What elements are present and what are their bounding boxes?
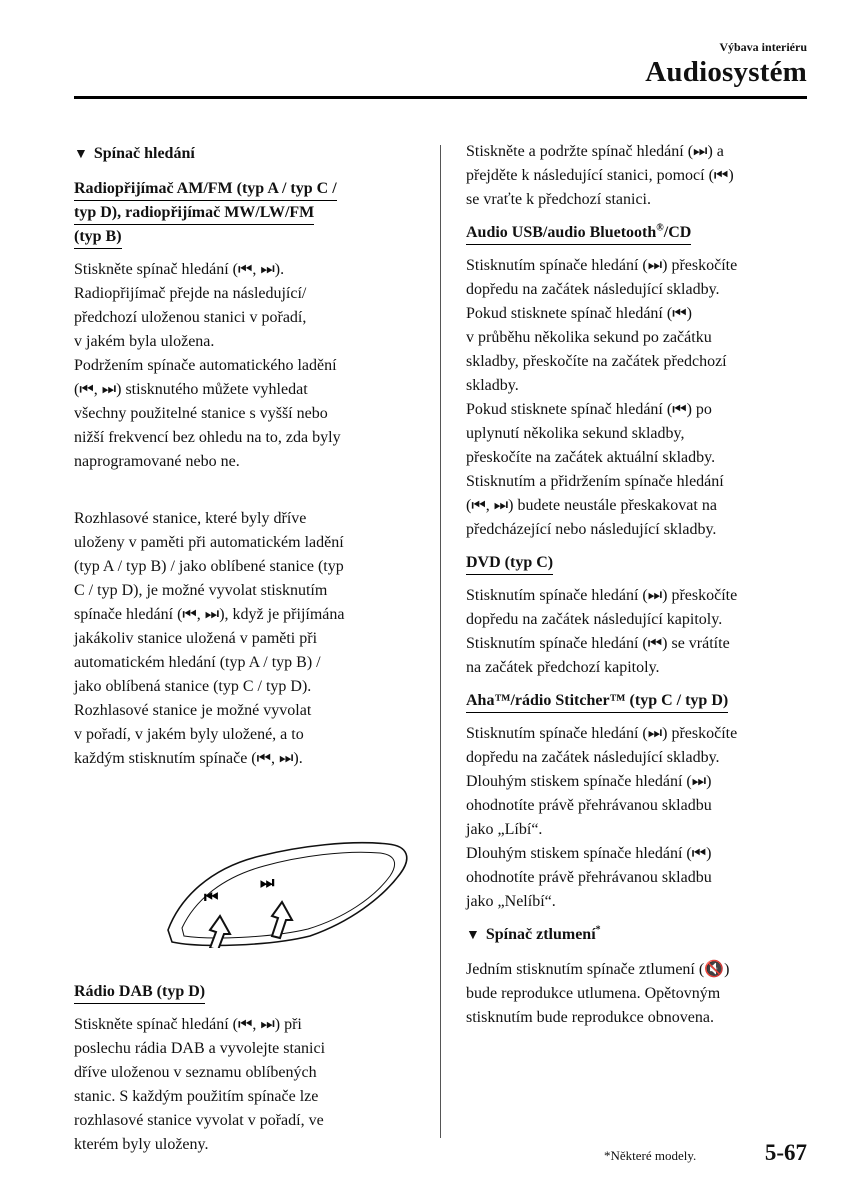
- subheading-usb-bluetooth-cd: Audio USB/audio Bluetooth®/CD: [466, 221, 808, 245]
- column-divider: [440, 145, 441, 1138]
- paragraph-usb-bluetooth-cd: Stisknutím spínače hledání (⏭) přeskočíte dopředu na začátek následující skladby. Pokud stisknete spínač hledání (⏮) v průběhu několika sekund po začátku skladby, přeskočíte na začátek předchozí skladby. Pokud stisknete spínač hledání (⏮) po uplynutí několika sekund skladby, přeskočíte na začátek aktuální skladby. Stisknutím a přidržením spínače hledání (⏮, ⏭) budete neustále přeskakovat na předcházející nebo následující skladby.: [466, 257, 738, 538]
- subheading-aha-stitcher: Aha™/rádio Stitcher™ (typ C / typ D): [466, 689, 808, 713]
- footnote: *Některé modely.: [604, 1148, 697, 1163]
- right-column: [466, 140, 808, 1039]
- seek-switch-illustration: [160, 838, 410, 948]
- paragraph-mute: Jedním stisknutím spínače ztlumení (🔇) bude reprodukce utlumena. Opětovným stisknutím bude reprodukce obnovena.: [466, 961, 730, 1026]
- subheading-dab: Rádio DAB (typ D): [74, 980, 418, 1004]
- left-column: [74, 140, 418, 1166]
- section-heading-mute: ▼ Spínač ztlumení*: [466, 924, 601, 943]
- page-number: 5-67: [764, 1140, 807, 1165]
- section-heading-seek: ▼ Spínač hledání: [74, 145, 195, 162]
- paragraph-radio-stored: Rozhlasové stanice, které byly dříve uloženy v paměti při automatickém ladění (typ A / typ B) / jako oblíbené stanice (typ C / typ D), je možné vyvolat stisknutím spínače hledání (⏮, ⏭), když je přijímána jakákoliv stanice uložená v paměti při automatickém hledání (typ A / typ B) / jako oblíbená stanice (typ C / typ D). Rozhlasové stanice je možné vyvolat v pořadí, v jakém byly uložené, a to každým stisknutím spínače (⏮, ⏭).: [74, 510, 345, 767]
- triangle-down-icon: ▼: [74, 147, 88, 162]
- paragraph-radio-seek: Stiskněte spínač hledání (⏮, ⏭). Radiopřijímač přejde na následující/ předchozí uloženou stanici v pořadí, v jakém byla uložena. Podržením spínače automatického ladění (⏮, ⏭) stisknutého můžete vyhledat všechny použitelné stanice s vyšší nebo nižší frekvencí bez ohledu na to, zda byly naprogramované nebo ne.: [74, 261, 341, 470]
- subheading-radio-am-fm: Radiopřijímač AM/FM (typ A / typ C / typ D), radiopřijímač MW/LW/FM (typ B): [74, 177, 418, 249]
- seek-back-icon: ⏮: [204, 887, 219, 906]
- paragraph-aha-stitcher: Stisknutím spínače hledání (⏭) přeskočíte dopředu na začátek následující skladby. Dlouhým stiskem spínače hledání (⏭) ohodnotíte právě přehrávanou skladbu jako „Líbí“. Dlouhým stiskem spínače hledání (⏮) ohodnotíte právě přehrávanou skladbu jako „Nelíbí“.: [466, 725, 738, 910]
- paragraph-hold-seek: Stiskněte a podržte spínač hledání (⏭) a přejděte k následující stanici, pomocí (⏮) se vraťte k předchozí stanici.: [466, 143, 734, 208]
- paragraph-dab: Stiskněte spínač hledání (⏮, ⏭) při poslechu rádia DAB a vyvolejte stanici dříve uloženou v seznamu oblíbených stanic. S každým použitím spínače lze rozhlasové stanice vyvolat v pořadí, ve kterém byly uloženy.: [74, 1016, 326, 1153]
- triangle-down-icon: ▼: [466, 928, 480, 943]
- page-title: Audiosystém: [645, 56, 807, 88]
- paragraph-dvd: Stisknutím spínače hledání (⏭) přeskočíte dopředu na začátek následující kapitoly. Stisknutím spínače hledání (⏮) se vrátíte na začátek předchozí kapitoly.: [466, 587, 738, 676]
- title-rule: [74, 96, 807, 99]
- subheading-dvd: DVD (typ C): [466, 551, 808, 575]
- seek-forward-icon: ⏭: [260, 873, 275, 892]
- section-label: Výbava interiéru: [719, 40, 807, 54]
